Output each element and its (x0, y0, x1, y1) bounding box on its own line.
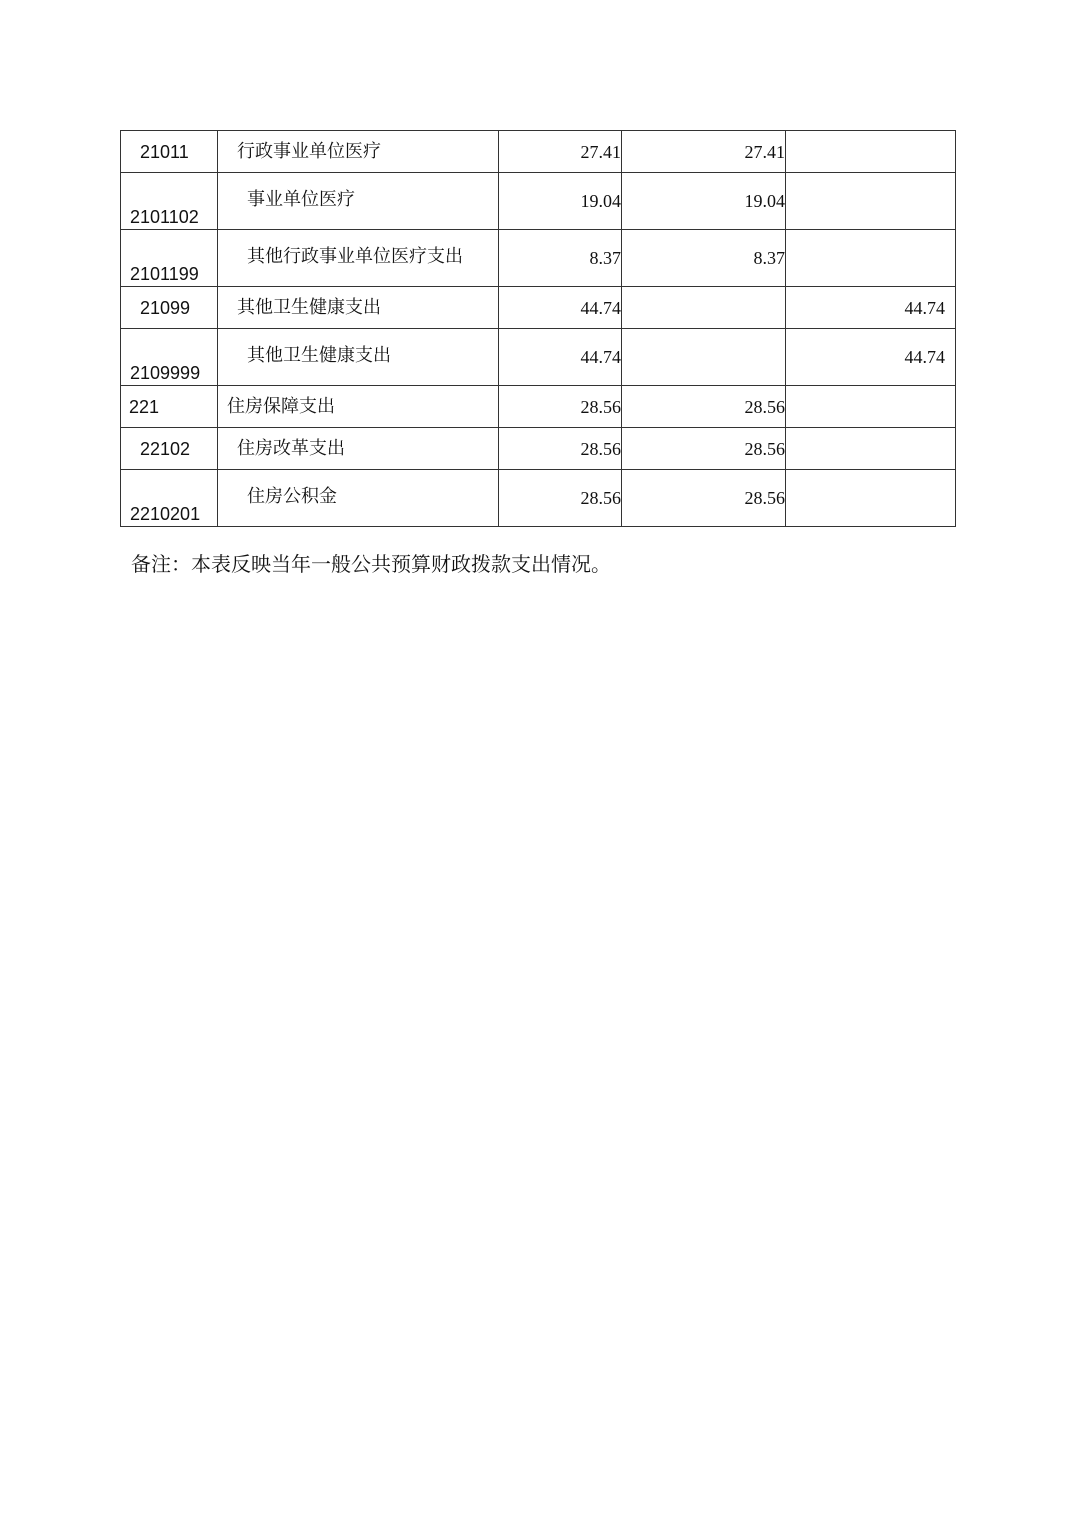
account-name-cell: 住房公积金 (218, 470, 499, 527)
table-row (121, 386, 956, 428)
basic-expenditure-cell (622, 329, 786, 386)
table-body (121, 131, 956, 527)
total-amount-cell: 19.04 (499, 173, 622, 230)
basic-expenditure-cell: 28.56 (622, 470, 786, 527)
project-expenditure-cell (786, 470, 956, 527)
account-code-cell: 22102 (121, 428, 218, 470)
table-row (121, 230, 956, 287)
total-amount-cell: 8.37 (499, 230, 622, 287)
account-code-cell: 21011 (121, 131, 218, 173)
basic-expenditure-cell: 28.56 (622, 386, 786, 428)
table-row (121, 173, 956, 230)
basic-expenditure-cell: 8.37 (622, 230, 786, 287)
basic-expenditure-cell (622, 287, 786, 329)
project-expenditure-cell (786, 173, 956, 230)
project-expenditure-cell (786, 230, 956, 287)
table-row (121, 287, 956, 329)
account-code-cell: 21099 (121, 287, 218, 329)
table-row (121, 131, 956, 173)
account-code-cell: 2101199 (121, 230, 218, 287)
table-row (121, 470, 956, 527)
project-expenditure-cell (786, 131, 956, 173)
account-code-cell: 2210201 (121, 470, 218, 527)
total-amount-cell: 28.56 (499, 428, 622, 470)
account-name-cell: 住房改革支出 (218, 428, 499, 470)
account-code-cell: 2101102 (121, 173, 218, 230)
project-expenditure-cell (786, 428, 956, 470)
project-expenditure-cell: 44.74 (786, 329, 956, 386)
account-name-cell: 住房保障支出 (218, 386, 499, 428)
account-code-cell: 2109999 (121, 329, 218, 386)
account-name-cell: 其他行政事业单位医疗支出 (218, 230, 499, 287)
account-name-cell: 其他卫生健康支出 (218, 329, 499, 386)
total-amount-cell: 28.56 (499, 470, 622, 527)
project-expenditure-cell (786, 386, 956, 428)
project-expenditure-cell: 44.74 (786, 287, 956, 329)
table-footnote: 备注：本表反映当年一般公共预算财政拨款支出情况。 (131, 552, 611, 576)
basic-expenditure-cell: 28.56 (622, 428, 786, 470)
account-name-cell: 行政事业单位医疗 (218, 131, 499, 173)
total-amount-cell: 44.74 (499, 329, 622, 386)
total-amount-cell: 28.56 (499, 386, 622, 428)
account-name-cell: 其他卫生健康支出 (218, 287, 499, 329)
total-amount-cell: 27.41 (499, 131, 622, 173)
table-row (121, 428, 956, 470)
basic-expenditure-cell: 19.04 (622, 173, 786, 230)
total-amount-cell: 44.74 (499, 287, 622, 329)
budget-expenditure-table (120, 130, 956, 527)
table-row (121, 329, 956, 386)
account-name-cell: 事业单位医疗 (218, 173, 499, 230)
basic-expenditure-cell: 27.41 (622, 131, 786, 173)
account-code-cell: 221 (121, 386, 218, 428)
